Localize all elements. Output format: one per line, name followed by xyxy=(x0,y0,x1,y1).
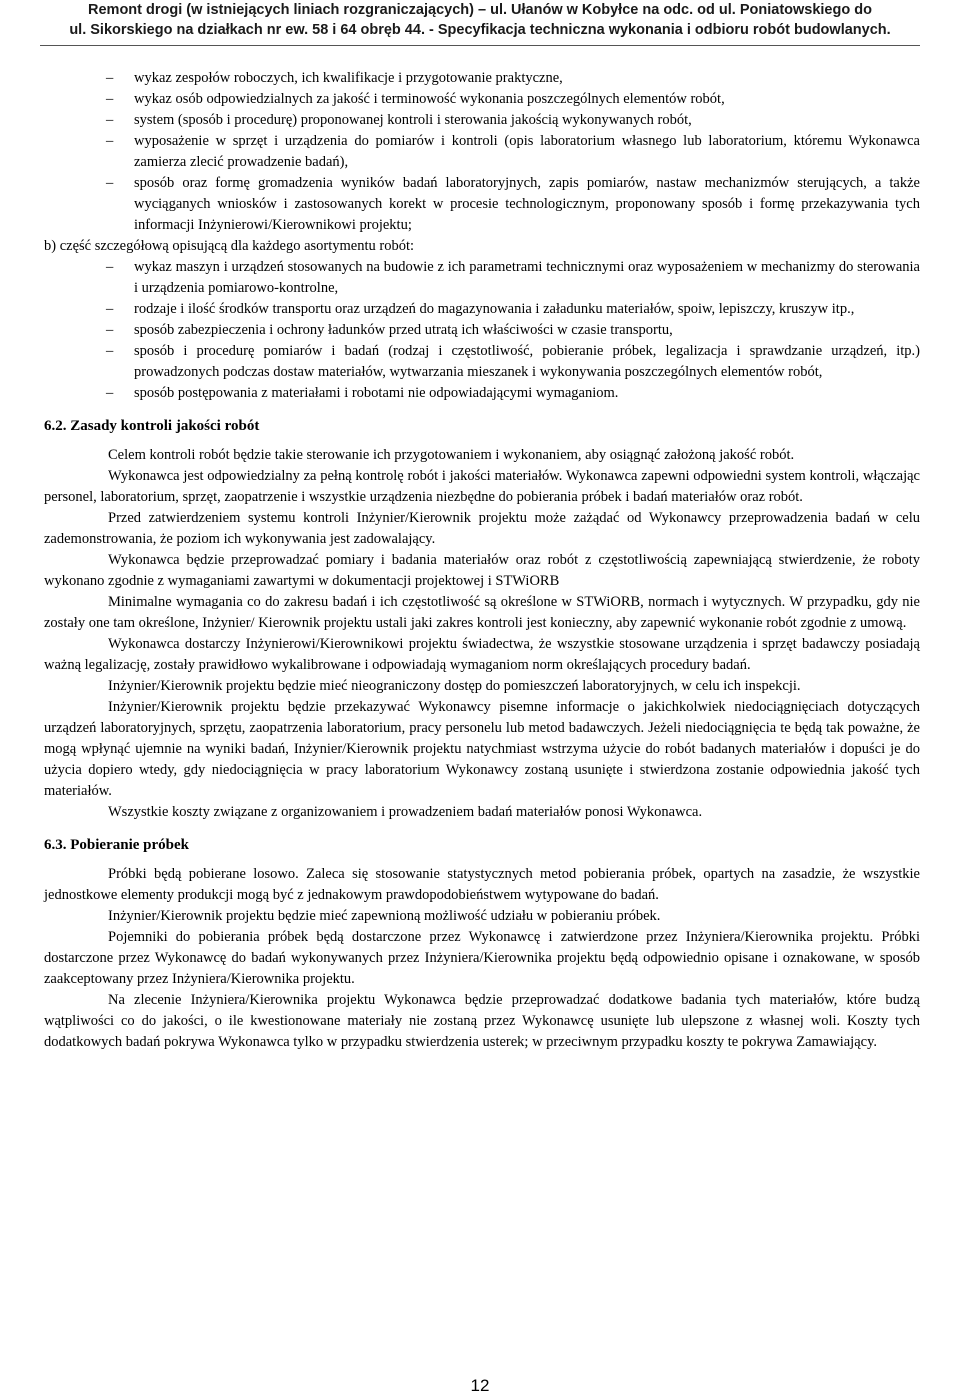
list-item: – sposób zabezpieczenia i ochrony ładunków przed utratą ich właściwości w czasie transportu, xyxy=(134,320,920,341)
list-item: – wykaz maszyn i urządzeń stosowanych na budowie z ich parametrami technicznymi oraz wyposażeniem w mechanizmy do sterowania i urządzenia pomiarowo-kontrolne, xyxy=(134,257,920,299)
paragraph: Próbki będą pobierane losowo. Zaleca się stosowanie statystycznych metod pobierania próbek, opartych na zasadzie, że wszystkie jednostkowe elementy produkcji mogą być z jednakowym prawdopodobieństwem wytypowane do badań. xyxy=(44,866,920,903)
paragraph: Minimalne wymagania co do zakresu badań i ich częstotliwość są określone w STWiORB, normach i wytycznych. W przypadku, gdy nie zostały one tam określone, Inżynier/ Kierownik projektu ustali jaki zakres kontroli jest konieczny, aby zapewnić wykonanie robót zgodnie z umową. xyxy=(44,594,920,631)
list-item: – rodzaje i ilość środków transportu oraz urządzeń do magazynowania i załadunku materiałów, spoiw, lepiszczy, kruszyw itp., xyxy=(134,299,920,320)
header-line-2: ul. Sikorskiego na działkach nr ew. 58 i 64 obręb 44. - Specyfikacja techniczna wykonania i odbioru robót budowlanych. xyxy=(69,22,891,38)
paragraph: Celem kontroli robót będzie takie sterowanie ich przygotowaniem i wykonaniem, aby osiągnąć założoną jakość robót. xyxy=(108,447,795,463)
paragraph: Wszystkie koszty związane z organizowaniem i prowadzeniem badań materiałów ponosi Wykonawca. xyxy=(108,804,703,820)
paragraph: Na zlecenie Inżyniera/Kierownika projektu Wykonawca będzie przeprowadzać dodatkowe badania tych materiałów, które budzą wątpliwości co do jakości, o ile kwestionowane materiały nie zostaną przez Wykonawcę usunięte lub ulepszone z własnej woli. Koszty tych dodatkowych badań pokrywa Wykonawca tylko w przypadku stwierdzenia usterek; w przeciwnym przypadku koszty te pokrywa Zamawiający. xyxy=(44,992,920,1050)
paragraph: Przed zatwierdzeniem systemu kontroli Inżynier/Kierownik projektu może zażądać od Wykonawcy przeprowadzenia badań w celu zademonstrowania, że poziom ich wykonywania jest zadowalający. xyxy=(44,510,920,547)
list-item: – sposób postępowania z materiałami i robotami nie odpowiadającymi wymaganiom. xyxy=(134,383,920,404)
paragraph: Wykonawca będzie przeprowadzać pomiary i badania materiałów oraz robót z częstotliwością zapewniającą stwierdzenie, że roboty wykonano zgodnie z wymaganiami zawartymi w dokumentacji projektowej i STWiORB xyxy=(44,552,920,589)
paragraph: Inżynier/Kierownik projektu będzie mieć zapewnioną możliwość udziału w pobieraniu próbek. xyxy=(108,908,661,924)
running-header xyxy=(40,0,920,44)
document-body xyxy=(44,68,920,1053)
section-heading-6-3: 6.3. Pobieranie próbek xyxy=(44,837,189,853)
paragraph: Wykonawca jest odpowiedzialny za pełną kontrolę robót i jakości materiałów. Wykonawca zapewni odpowiedni system kontroli, włączając personel, laboratorium, sprzęt, zaopatrzenie i wszystkie urządzenia niezbędne do pobierania próbek i badań materiałów oraz robót. xyxy=(44,468,920,505)
list-detailed-part xyxy=(44,257,920,404)
page-number: 12 xyxy=(470,1376,490,1395)
list-item: – wyposażenie w sprzęt i urządzenia do pomiarów i kontroli (opis laboratorium własnego lub laboratorium, któremu Wykonawca zamierza zlecić prowadzenie badań), xyxy=(134,131,920,173)
subsection-b-label: b) część szczegółową opisującą dla każdego asortymentu robót: xyxy=(44,238,415,254)
paragraph: Inżynier/Kierownik projektu będzie przekazywać Wykonawcy pisemne informacje o jakichkolwiek niedociągnięciach dotyczących urządzeń laboratoryjnych, sprzętu, zaopatrzenia laboratorium, pracy personelu lub metod badawczych. Jeżeli niedociągnięcia te będą tak poważne, że mogą wpłynąć ujemnie na wyniki badań, Inżynier/Kierownik projektu natychmiast wstrzyma użycie do robót badanych materiałów i dopuści je do użycia dopiero wtedy, gdy niedociągnięcia w pracy laboratorium Wykonawcy zostaną usunięte i stwierdzona zostanie odpowiednia jakość tych materiałów. xyxy=(44,699,920,799)
list-item: – wykaz zespołów roboczych, ich kwalifikacje i przygotowanie praktyczne, xyxy=(134,68,920,89)
list-item: – system (sposób i procedurę) proponowanej kontroli i sterowania jakością wykonywanych robót, xyxy=(134,110,920,131)
list-general-part xyxy=(44,68,920,236)
list-item: – sposób oraz formę gromadzenia wyników badań laboratoryjnych, zapis pomiarów, nastaw mechanizmów sterujących, a także wyciąganych wniosków i zastosowanych korekt w procesie technologicznym, proponowany sposób i formę przekazywania tych informacji Inżynierowi/Kierownikowi projektu; xyxy=(134,173,920,236)
paragraph: Pojemniki do pobierania próbek będą dostarczone przez Wykonawcę i zatwierdzone przez Inżyniera/Kierownika projektu. Próbki dostarczone przez Wykonawcę do badań wykonywanych przez Inżyniera/Kierownika projektu będą odpowiednio opisane i oznakowane, w sposób zaakceptowany przez Inżyniera/Kierownika projektu. xyxy=(44,929,920,987)
header-line-1: Remont drogi (w istniejących liniach rozgraniczających) – ul. Ułanów w Kobyłce na odc. od ul. Poniatowskiego do xyxy=(88,2,872,18)
paragraph: Inżynier/Kierownik projektu będzie mieć nieograniczony dostęp do pomieszczeń laboratoryjnych, w celu ich inspekcji. xyxy=(108,678,801,694)
list-item: – wykaz osób odpowiedzialnych za jakość i terminowość wykonania poszczególnych elementów robót, xyxy=(134,89,920,110)
paragraph: Wykonawca dostarczy Inżynierowi/Kierownikowi projektu świadectwa, że wszystkie stosowane urządzenia i sprzęt badawczy posiadają ważną legalizację, zostały prawidłowo wykalibrowane i odpowiadają wymaganiom norm określających procedury badań. xyxy=(44,636,920,673)
section-heading-6-2: 6.2. Zasady kontroli jakości robót xyxy=(44,418,260,434)
header-divider xyxy=(40,45,920,46)
list-item: – sposób i procedurę pomiarów i badań (rodzaj i częstotliwość, pobieranie próbek, legalizacja i sprawdzanie urządzeń, itp.) prowadzonych podczas dostaw materiałów, wytwarzania mieszanek i wykonywania poszczególnych elementów robót, xyxy=(134,341,920,383)
